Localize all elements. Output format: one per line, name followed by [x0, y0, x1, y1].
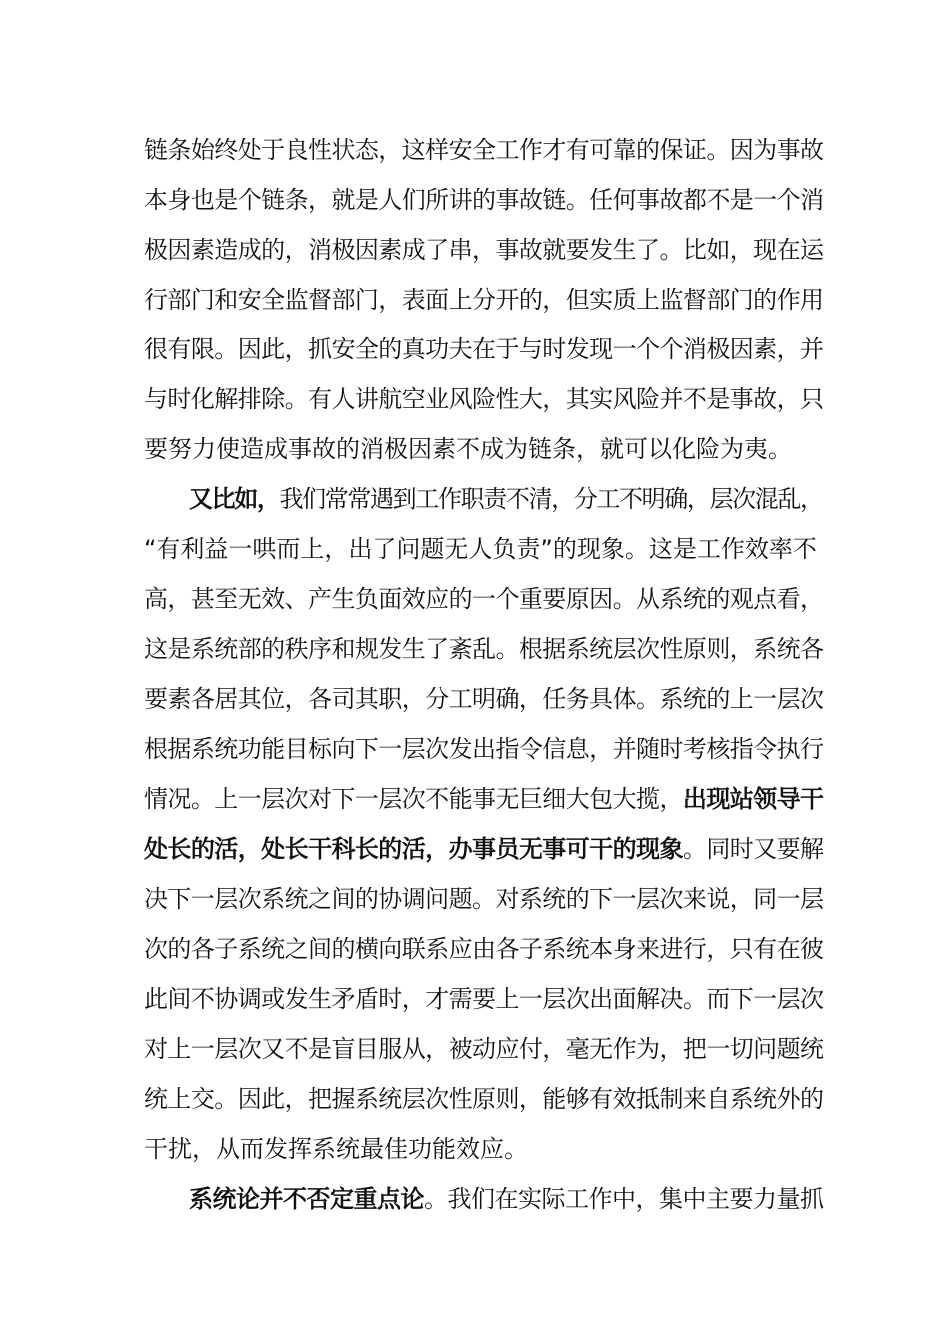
text-run: 次的各子系统之间的横向联系应由各子系统本身来进行，只有在彼: [144, 935, 824, 963]
text-line: [144, 831, 824, 867]
text-run: 极因素造成的，消极因素成了串，事故就要发生了。比如，现在运: [144, 236, 824, 264]
text-line: [144, 431, 824, 467]
text-line: [144, 1081, 824, 1117]
text-line: [144, 1131, 824, 1167]
text-line: [144, 731, 824, 767]
text-run: 此间不协调或发生矛盾时，才需要上一层次出面解决。而下一层次: [144, 985, 824, 1013]
text-run: 要素各居其位，各司其职，分工明确，任务具体。系统的上一层次: [144, 685, 824, 713]
text-run: 这是系统部的秩序和规发生了紊乱。根据系统层次性原则，系统各: [144, 635, 824, 663]
text-line: [144, 631, 824, 667]
text-line: [144, 981, 824, 1017]
text-line: [144, 232, 824, 268]
text-run: 我们常常遇到工作职责不清，分工不明确，层次混乱，: [279, 485, 823, 513]
text-line: [144, 182, 824, 218]
text-line: [144, 581, 824, 617]
text-run: 统上交。因此，把握系统层次性原则，能够有效抵制来自系统外的: [144, 1085, 824, 1113]
text-run: 很有限。因此，抓安全的真功夫在于与时发现一个个消极因素，并: [144, 335, 824, 363]
text-run: 行部门和安全监督部门，表面上分开的，但实质上监督部门的作用: [144, 286, 824, 314]
text-line: [189, 1181, 824, 1217]
text-run: 链条始终处于良性状态，这样安全工作才有可靠的保证。因为事故: [144, 136, 824, 164]
bold-run: 出现站领导干: [682, 785, 824, 813]
text-run: 情况。上一层次对下一层次不能事无巨细大包大揽，: [144, 785, 683, 813]
text-run: 要努力使造成事故的消极因素不成为链条，就可以化险为夷。: [144, 435, 792, 463]
text-line: [144, 681, 824, 717]
bold-run: 又比如，: [189, 485, 280, 513]
text-line: [144, 381, 824, 417]
text-run: 。我们在实际工作中，集中主要力量抓: [424, 1185, 824, 1213]
text-run: 根据系统功能目标向下一层次发出指令信息，并随时考核指令执行: [144, 735, 824, 763]
text-run: 本身也是个链条，就是人们所讲的事故链。任何事故都不是一个消: [144, 186, 824, 214]
text-run: “有利益一哄而上，出了问题无人负责”的现象。这是工作效率不: [144, 535, 817, 563]
text-line: [189, 481, 824, 517]
text-line: [144, 331, 824, 367]
text-run: 对上一层次又不是盲目服从，被动应付，毫无作为，把一切问题统: [144, 1035, 824, 1063]
text-line: [144, 531, 824, 567]
text-line: [144, 931, 824, 967]
text-line: [144, 282, 824, 318]
text-run: 。同时又要解: [682, 835, 824, 863]
text-run: 与时化解排除。有人讲航空业风险性大，其实风险并不是事故，只: [144, 385, 824, 413]
text-run: 干扰，从而发挥系统最佳功能效应。: [144, 1135, 528, 1163]
text-line: [144, 781, 824, 817]
text-run: 高，甚至无效、产生负面效应的一个重要原因。从系统的观点看，: [144, 585, 824, 613]
text-line: [144, 881, 824, 917]
text-line: [144, 132, 824, 168]
bold-run: 处长的活，处长干科长的活，办事员无事可干的现象: [144, 835, 683, 863]
bold-run: 系统论并不否定重点论: [189, 1185, 424, 1213]
text-run: 决下一层次系统之间的协调问题。对系统的下一层次来说，同一层: [144, 885, 824, 913]
text-line: [144, 1031, 824, 1067]
